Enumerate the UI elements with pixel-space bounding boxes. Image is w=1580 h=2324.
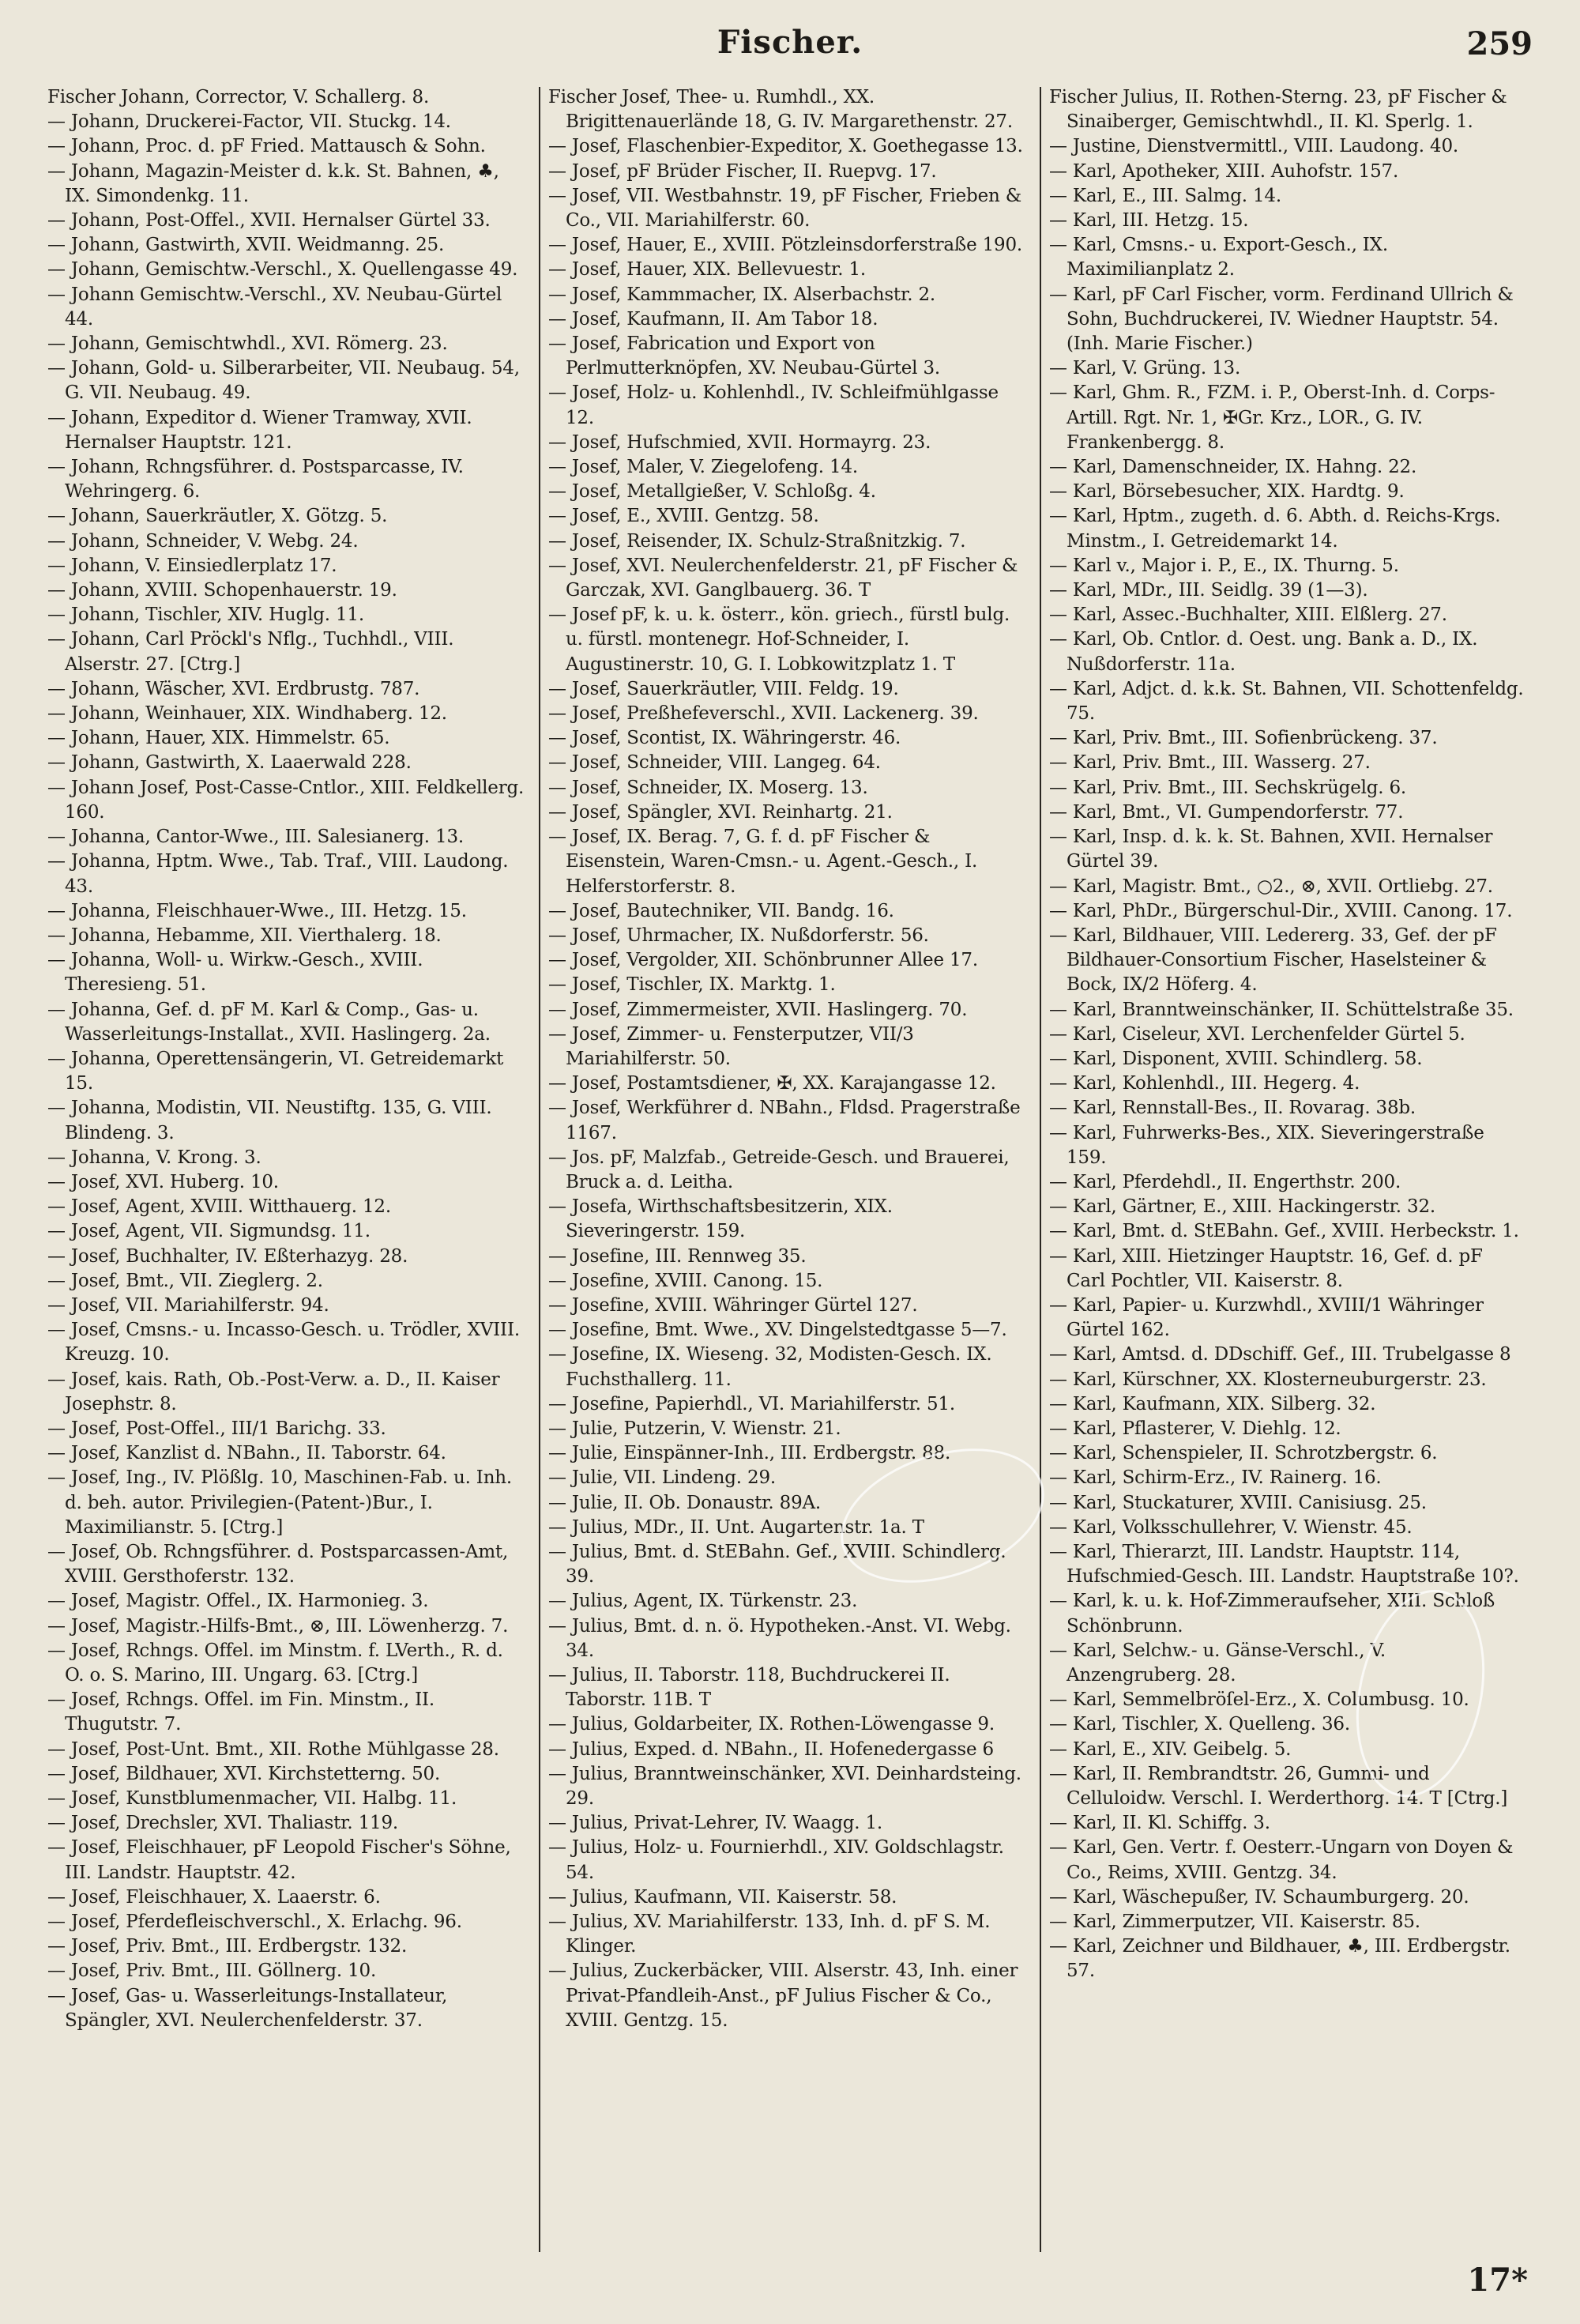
directory-entry: — Karl, PhDr., Bürgerschul-Dir., XVIII. Canong. 17. <box>1049 900 1513 921</box>
directory-entry: — Julius, Agent, IX. Türkenstr. 23. <box>548 1591 858 1612</box>
directory-entry: — Johann, Schneider, V. Webg. 24. <box>47 530 359 552</box>
directory-entry: — Karl, Fuhrwerks-Bes., XIX. Sieveringerstraße 159. <box>1049 1122 1484 1168</box>
directory-entry: — Karl, Stuckaturer, XVIII. Canisiusg. 25. <box>1049 1492 1427 1513</box>
directory-entry: — Johann, Rchngsführer. d. Postsparcasse, IV. Wehringerg. 6. <box>47 457 464 503</box>
directory-entry: — Karl, Adjct. d. k.k. St. Bahnen, VII. Schottenfeldg. 75. <box>1049 678 1524 725</box>
directory-entry: — Josef, Priv. Bmt., III. Göllnerg. 10. <box>47 1961 377 1982</box>
directory-entry: — Josef, Post-Offel., III/1 Barichg. 33. <box>47 1418 386 1439</box>
directory-entry: — Karl, Branntweinschänker, II. Schüttelstraße 35. <box>1049 999 1514 1020</box>
directory-entry: — Johann, Druckerei-Factor, VII. Stuckg. 14. <box>47 111 451 133</box>
page-number: 259 <box>1466 25 1533 62</box>
sheet-signature: 17* <box>1467 2262 1528 2299</box>
directory-entry: — Josefine, III. Rennweg 35. <box>548 1245 807 1267</box>
directory-entry: — Josef, Agent, XVIII. Witthauerg. 12. <box>47 1196 391 1218</box>
directory-entry: Fischer Josef, Thee- u. Rumhdl., XX. Brigittenauerlände 18, G. IV. Margarethenstr. 27. <box>548 87 1013 133</box>
directory-entry: — Karl, Pferdehdl., II. Engerthstr. 200. <box>1049 1171 1401 1192</box>
directory-entry: — Karl, k. u. k. Hof-Zimmeraufseher, XIII. Schloß Schönbrunn. <box>1049 1591 1495 1637</box>
directory-entry: — Josef, Magistr.-Hilfs-Bmt., ⊗, III. Löwenherzg. 7. <box>47 1615 509 1637</box>
directory-entry: — Josef, Zimmer- u. Fensterputzer, VII/3 Mariahilferstr. 50. <box>548 1023 914 1069</box>
directory-entry: — Karl, Ciseleur, XVI. Lerchenfelder Gürtel 5. <box>1049 1023 1465 1045</box>
directory-entry: — Johanna, V. Krong. 3. <box>47 1147 261 1168</box>
column-1 <box>47 85 525 2251</box>
directory-entry: — Johanna, Gef. d. pF M. Karl & Comp., Gas- u. Wasserleitungs-Installat., XVII. Haslingerg. 2a. <box>47 999 491 1045</box>
directory-entry: — Josef, Rchngs. Offel. im Fin. Minstm., II. Thugutstr. 7. <box>47 1689 434 1735</box>
directory-entry: — Josef, Bautechniker, VII. Bandg. 16. <box>548 900 894 921</box>
directory-entry: — Karl, Hptm., zugeth. d. 6. Abth. d. Reichs-Krgs. Minstm., I. Getreidemarkt 14. <box>1049 506 1501 552</box>
directory-entry: — Josef, Vergolder, XII. Schönbrunner Allee 17. <box>548 950 978 971</box>
directory-entry: — Josef, VII. Westbahnstr. 19, pF Fischer, Frieben & Co., VII. Mariahilferstr. 60. <box>548 185 1021 232</box>
directory-entry: — Josef, Fabrication und Export von Perlmutterknöpfen, XV. Neubau-Gürtel 3. <box>548 333 940 379</box>
directory-entry: — Julius, XV. Mariahilferstr. 133, Inh. d. pF S. M. Klinger. <box>548 1912 991 1957</box>
directory-entry: — Josefine, XVIII. Währinger Gürtel 127. <box>548 1294 918 1316</box>
directory-entry: — Josefine, Papierhdl., VI. Mariahilferstr. 51. <box>548 1393 955 1414</box>
directory-entry: — Josef, Sauerkräutler, VIII. Feldg. 19. <box>548 678 899 699</box>
directory-entry: — Josef, Cmsns.- u. Incasso-Gesch. u. Trödler, XVIII. Kreuzg. 10. <box>47 1320 520 1365</box>
directory-entry: — Josef, Scontist, IX. Währingerstr. 46. <box>548 728 901 749</box>
directory-entry: — Karl, Rennstall-Bes., II. Rovarag. 38b. <box>1049 1098 1416 1119</box>
directory-entry: — Josef, Hauer, XIX. Bellevuestr. 1. <box>548 259 866 281</box>
directory-entry: — Josef, IX. Berag. 7, G. f. d. pF Fischer & Eisenstein, Waren-Cmsn.- u. Agent.-Gesch., I. Helferstorferstr. 8. <box>548 827 978 897</box>
directory-entry: — Julius, MDr., II. Unt. Augartenstr. 1a. T <box>548 1516 924 1538</box>
directory-entry: — Josef, pF Brüder Fischer, II. Ruepvg. 17. <box>548 160 937 182</box>
directory-entry: — Josef, Tischler, IX. Marktg. 1. <box>548 974 836 996</box>
directory-entry: — Jos. pF, Malzfab., Getreide-Gesch. und Brauerei, Bruck a. d. Leitha. <box>548 1147 1010 1192</box>
directory-entry: — Johann, Proc. d. pF Fried. Mattausch & Sohn. <box>47 136 486 157</box>
page-title: Fischer. <box>717 24 863 61</box>
directory-entry: — Karl, Zimmerputzer, VII. Kaiserstr. 85. <box>1049 1912 1420 1933</box>
directory-entry: — Josef, XVI. Neulerchenfelderstr. 21, pF Fischer & Garczak, XVI. Ganglbauerg. 36. T <box>548 555 1018 601</box>
directory-entry: — Karl, Magistr. Bmt., ○2., ⊗, XVII. Ortliebg. 27. <box>1049 876 1493 897</box>
directory-entry: — Karl, Ghm. R., FZM. i. P., Oberst-Inh. d. Corps-Artill. Rgt. Nr. 1, ✠Gr. Krz., LOR., G. IV. Frankenbergg. 8. <box>1049 382 1495 453</box>
directory-entry: — Karl, pF Carl Fischer, vorm. Ferdinand Ullrich & Sohn, Buchdruckerei, IV. Wiedner Hauptstr. 54. (Inh. Marie Fischer.) <box>1049 284 1514 355</box>
directory-entry: — Johann, XVIII. Schopenhauerstr. 19. <box>47 580 397 601</box>
directory-entry: — Johann, Gold- u. Silberarbeiter, VII. Neubaug. 54, G. VII. Neubaug. 49. <box>47 358 520 404</box>
directory-entry: — Josef, Flaschenbier-Expeditor, X. Goethegasse 13. <box>548 136 1023 157</box>
directory-entry: — Karl, Apotheker, XIII. Auhofstr. 157. <box>1049 160 1399 182</box>
directory-entry: — Josef, VII. Mariahilferstr. 94. <box>47 1294 329 1316</box>
directory-entry: — Johanna, Cantor-Wwe., III. Salesianerg. 13. <box>47 827 464 848</box>
directory-entry: — Karl, Priv. Bmt., III. Sofienbrückeng. 37. <box>1049 728 1438 749</box>
directory-entry: — Karl, Amtsd. d. DDschiff. Gef., III. Trubelgasse 8 <box>1049 1344 1511 1365</box>
directory-entry: — Karl, Börsebesucher, XIX. Hardtg. 9. <box>1049 481 1405 503</box>
directory-entry: — Karl, Papier- u. Kurzwhdl., XVIII/1 Währinger Gürtel 162. <box>1049 1294 1484 1341</box>
directory-entry: — Johann, Gastwirth, X. Laaerwald 228. <box>47 752 412 774</box>
directory-entry: — Josef, Fleischhauer, pF Leopold Fischer's Söhne, III. Landstr. Hauptstr. 42. <box>47 1837 511 1883</box>
directory-entry: — Karl, Schirm-Erz., IV. Rainerg. 16. <box>1049 1467 1382 1489</box>
directory-entry: — Josef, Schneider, VIII. Langeg. 64. <box>548 752 881 774</box>
directory-entry: — Karl, Disponent, XVIII. Schindlerg. 58. <box>1049 1048 1423 1069</box>
directory-entry: — Josef, Hufschmied, XVII. Hormayrg. 23. <box>548 431 931 453</box>
directory-entry: — Karl, II. Rembrandtstr. 26, Gummi- und Celluloidw. Verschl. I. Werderthorg. 14. T [Ctrg.] <box>1049 1763 1508 1810</box>
page-header <box>0 0 1580 71</box>
directory-entry: — Josef, Hauer, E., XVIII. Pötzleinsdorferstraße 190. <box>548 235 1023 256</box>
directory-entry: — Josef, Fleischhauer, X. Laaerstr. 6. <box>47 1886 381 1908</box>
directory-entry: — Josefine, Bmt. Wwe., XV. Dingelstedtgasse 5—7. <box>548 1320 1007 1341</box>
directory-entry: — Josef, Metallgießer, V. Schloßg. 4. <box>548 481 876 503</box>
directory-entry: — Josef, Werkführer d. NBahn., Fldsd. Pragerstraße 1167. <box>548 1098 1021 1143</box>
directory-entry: — Josefine, XVIII. Canong. 15. <box>548 1270 823 1291</box>
directory-entry: — Karl, III. Hetzg. 15. <box>1049 210 1249 232</box>
directory-entry: — Josef, Uhrmacher, IX. Nußdorferstr. 56. <box>548 925 929 946</box>
directory-entry: — Josef, Holz- u. Kohlenhdl., IV. Schleifmühlgasse 12. <box>548 382 999 428</box>
directory-entry: — Karl, MDr., III. Seidlg. 39 (1—3). <box>1049 580 1368 601</box>
directory-entry: — Johann, Magazin-Meister d. k.k. St. Bahnen, ♣, IX. Simondenkg. 11. <box>47 160 499 206</box>
directory-entry: — Karl, Kürschner, XX. Klosterneuburgerstr. 23. <box>1049 1369 1487 1390</box>
directory-entry: — Karl, Insp. d. k. k. St. Bahnen, XVII. Hernalser Gürtel 39. <box>1049 827 1493 872</box>
directory-entry: — Josefa, Wirthschaftsbesitzerin, XIX. Sieveringerstr. 159. <box>548 1196 893 1242</box>
directory-entry: — Josef, kais. Rath, Ob.-Post-Verw. a. D., II. Kaiser Josephstr. 8. <box>47 1369 500 1414</box>
directory-entry: — Julie, Einspänner-Inh., III. Erdbergstr. 88. <box>548 1443 951 1464</box>
directory-entry: — Karl, Bildhauer, VIII. Ledererg. 33, Gef. der pF Bildhauer-Consortium Fischer, Haselsteiner & Bock, IX/2 Höferg. 4. <box>1049 925 1497 996</box>
directory-entry: — Karl, Assec.-Buchhalter, XIII. Elßlerg. 27. <box>1049 605 1447 626</box>
directory-entry: — Karl, Pflasterer, V. Diehlg. 12. <box>1049 1418 1341 1439</box>
directory-entry: — Karl, E., XIV. Geibelg. 5. <box>1049 1738 1292 1760</box>
directory-entry: Fischer Julius, II. Rothen-Sterng. 23, pF Fischer & Sinaiberger, Gemischtwhdl., II. Kl. Sperlg. 1. <box>1049 87 1507 133</box>
directory-entry: — Julius, Zuckerbäcker, VIII. Alserstr. 43, Inh. einer Privat-Pfandleih-Anst., pF Julius Fischer & Co., XVIII. Gentzg. 15. <box>548 1961 1018 2031</box>
directory-entry: — Josef, Kammmacher, IX. Alserbachstr. 2. <box>548 284 936 305</box>
directory-entry: — Karl, Selchw.- u. Gänse-Verschl., V. Anzengruberg. 28. <box>1049 1640 1386 1686</box>
directory-entry: — Josef, Postamtsdiener, ✠, XX. Karajangasse 12. <box>548 1073 996 1094</box>
directory-entry: — Josef, Kanzlist d. NBahn., II. Taborstr. 64. <box>47 1443 446 1464</box>
directory-entry: — Josef, Reisender, IX. Schulz-Straßnitzkig. 7. <box>548 530 966 552</box>
directory-entry: — Josef, Ob. Rchngsführer. d. Postsparcassen-Amt, XVIII. Gersthoferstr. 132. <box>47 1541 509 1588</box>
directory-entry: — Josef, Bmt., VII. Zieglerg. 2. <box>47 1270 323 1291</box>
directory-entry: — Julius, Exped. d. NBahn., II. Hofenedergasse 6 <box>548 1738 994 1760</box>
directory-entry: — Karl, XIII. Hietzinger Hauptstr. 16, Gef. d. pF Carl Pochtler, VII. Kaiserstr. 8. <box>1049 1245 1483 1291</box>
directory-entry: — Johanna, Woll- u. Wirkw.-Gesch., XVIII. Theresieng. 51. <box>47 950 423 996</box>
directory-entry: — Johann, Post-Offel., XVII. Hernalser Gürtel 33. <box>47 210 491 232</box>
directory-entry: — Johann, Gastwirth, XVII. Weidmanng. 25. <box>47 235 445 256</box>
directory-entry: — Josef, Drechsler, XVI. Thaliastr. 119. <box>47 1813 399 1834</box>
directory-entry: — Josef, Post-Unt. Bmt., XII. Rothe Mühlgasse 28. <box>47 1738 499 1760</box>
directory-entry: — Johann, Hauer, XIX. Himmelstr. 65. <box>47 728 390 749</box>
directory-entry: — Josef pF, k. u. k. österr., kön. griech., fürstl bulg. u. fürstl. montenegr. Hof-Schneider, I. Augustinerstr. 10, G. I. Lobkowitzplatz 1. T <box>548 605 1010 675</box>
directory-entry: — Karl, Wäschepußer, IV. Schaumburgerg. 20. <box>1049 1886 1469 1908</box>
directory-entry: — Johann, Expeditor d. Wiener Tramway, XVII. Hernalser Hauptstr. 121. <box>47 407 472 453</box>
directory-entry: — Julius, Goldarbeiter, IX. Rothen-Löwengasse 9. <box>548 1714 995 1735</box>
directory-entry: — Johann Gemischtw.-Verschl., XV. Neubau-Gürtel 44. <box>47 284 502 330</box>
directory-entry: — Josef, Ing., IV. Plößlg. 10, Maschinen-Fab. u. Inh. d. beh. autor. Privilegien-(Patent-)Bur., I. Maximilianstr. 5. [Ctrg.] <box>47 1467 513 1538</box>
directory-entry: — Johanna, Operettensängerin, VI. Getreidemarkt 15. <box>47 1048 504 1094</box>
directory-entry: — Karl, Thierarzt, III. Landstr. Hauptstr. 114, Hufschmied-Gesch. III. Landstr. Hauptstraße 10?. <box>1049 1541 1519 1588</box>
directory-entry: — Julius, Bmt. d. StEBahn. Gef., XVIII. Schindlerg. 39. <box>548 1541 1006 1588</box>
directory-entry: — Karl, Priv. Bmt., III. Wasserg. 27. <box>1049 752 1371 774</box>
directory-entry: — Julius, Kaufmann, VII. Kaiserstr. 58. <box>548 1886 897 1908</box>
directory-entry: — Karl, Bmt. d. StEBahn. Gef., XVIII. Herbeckstr. 1. <box>1049 1221 1519 1242</box>
directory-entry: — Karl, Kohlenhdl., III. Hegerg. 4. <box>1049 1073 1360 1094</box>
directory-entry: — Josef, Agent, VII. Sigmundsg. 11. <box>47 1221 371 1242</box>
directory-entry: — Justine, Dienstvermittl., VIII. Laudong. 40. <box>1049 136 1458 157</box>
directory-entry: — Josef, Preßhefeverschl., XVII. Lackenerg. 39. <box>548 703 979 725</box>
directory-entry: — Julius, Bmt. d. n. ö. Hypotheken.-Anst. VI. Webg. 34. <box>548 1615 1011 1661</box>
directory-entry: — Julius, Privat-Lehrer, IV. Waagg. 1. <box>548 1813 883 1834</box>
directory-entry: — Johann, Wäscher, XVI. Erdbrustg. 787. <box>47 678 420 699</box>
directory-entry: — Julius, Holz- u. Fournierhdl., XIV. Goldschlagstr. 54. <box>548 1837 1004 1883</box>
directory-entry: — Josef, Magistr. Offel., IX. Harmonieg. 3. <box>47 1591 429 1612</box>
directory-entry: — Karl, Tischler, X. Quelleng. 36. <box>1049 1714 1350 1735</box>
directory-entry: — Johanna, Modistin, VII. Neustiftg. 135, G. VIII. Blindeng. 3. <box>47 1098 492 1143</box>
directory-entry: — Julius, II. Taborstr. 118, Buchdruckerei II. Taborstr. 11B. T <box>548 1665 950 1711</box>
directory-entry: — Josef, Gas- u. Wasserleitungs-Installateur, Spängler, XVI. Neulerchenfelderstr. 37. <box>47 1985 448 2031</box>
directory-entry: — Karl, Semmelbröſel-Erz., X. Columbusg. 10. <box>1049 1689 1469 1711</box>
directory-entry: — Karl, Gärtner, E., XIII. Hackingerstr. 32. <box>1049 1196 1435 1218</box>
directory-entry: — Josef, Buchhalter, IV. Eßterhazyg. 28. <box>47 1245 408 1267</box>
directory-entry: — Johann, Sauerkräutler, X. Götzg. 5. <box>47 506 388 527</box>
directory-entry: — Johann Josef, Post-Casse-Cntlor., XIII. Feldkellerg. 160. <box>47 777 525 823</box>
directory-entry: — Johanna, Hebamme, XII. Vierthalerg. 18. <box>47 925 442 946</box>
directory-entry: — Karl, Ob. Cntlor. d. Oest. ung. Bank a. D., IX. Nußdorferstr. 11a. <box>1049 629 1478 675</box>
directory-entry: — Julie, Putzerin, V. Wienstr. 21. <box>548 1418 841 1439</box>
directory-entry: — Karl, Schenspieler, II. Schrotzbergstr. 6. <box>1049 1443 1438 1464</box>
directory-entry: — Johann, V. Einsiedlerplatz 17. <box>47 555 337 576</box>
directory-entry: — Josef, Kunstblumenmacher, VII. Halbg. 11. <box>47 1788 457 1810</box>
directory-entry: — Johanna, Fleischhauer-Wwe., III. Hetzg. 15. <box>47 900 467 921</box>
directory-entry: Fischer Johann, Corrector, V. Schallerg. 8. <box>47 87 430 107</box>
directory-entry: — Johanna, Hptm. Wwe., Tab. Traf., VIII. Laudong. 43. <box>47 851 509 897</box>
directory-entry: — Josef, Priv. Bmt., III. Erdbergstr. 132. <box>47 1936 408 1957</box>
directory-entry: — Karl, Zeichner und Bildhauer, ♣, III. Erdbergstr. 57. <box>1049 1936 1510 1982</box>
directory-entry: — Josef, Rchngs. Offel. im Minstm. f. LVerth., R. d. O. o. S. Marino, III. Ungarg. 63. [Ctrg.] <box>47 1640 503 1686</box>
directory-entry: — Josef, XVI. Huberg. 10. <box>47 1171 279 1192</box>
directory-entry: — Karl, Bmt., VI. Gumpendorferstr. 77. <box>1049 801 1404 823</box>
directory-entry: — Julie, II. Ob. Donaustr. 89A. <box>548 1492 822 1513</box>
directory-entry: — Josef, Bildhauer, XVI. Kirchstetterng. 50. <box>47 1763 441 1784</box>
directory-entry: — Josefine, IX. Wieseng. 32, Modisten-Gesch. IX. Fuchsthallerg. 11. <box>548 1344 992 1390</box>
directory-entry: — Karl v., Major i. P., E., IX. Thurng. 5. <box>1049 555 1399 576</box>
column-divider <box>539 87 540 2252</box>
directory-entry: — Josef, Pferdefleischverschl., X. Erlachg. 96. <box>47 1912 462 1933</box>
directory-entry: — Karl, Cmsns.- u. Export-Gesch., IX. Maximilianplatz 2. <box>1049 235 1388 281</box>
directory-entry: — Karl, II. Kl. Schiffg. 3. <box>1049 1813 1270 1834</box>
column-3 <box>1049 85 1526 2251</box>
directory-entry: — Karl, Damenschneider, IX. Hahng. 22. <box>1049 457 1417 478</box>
directory-entry: — Josef, Zimmermeister, XVII. Haslingerg. 70. <box>548 999 968 1020</box>
directory-entry: — Karl, Gen. Vertr. f. Oesterr.-Ungarn von Doyen & Co., Reims, XVIII. Gentzg. 34. <box>1049 1837 1514 1883</box>
directory-entry: — Julie, VII. Lindeng. 29. <box>548 1467 777 1489</box>
column-divider <box>1040 87 1041 2252</box>
directory-entry: — Johann, Gemischtwhdl., XVI. Römerg. 23. <box>47 333 448 355</box>
directory-entry: — Johann, Tischler, XIV. Huglg. 11. <box>47 605 364 626</box>
directory-entry: — Karl, V. Grüng. 13. <box>1049 358 1241 379</box>
directory-entry: — Johann, Weinhauer, XIX. Windhaberg. 12. <box>47 703 447 725</box>
directory-entry: — Julius, Branntweinschänker, XVI. Deinhardsteing. 29. <box>548 1763 1021 1810</box>
directory-entry: — Karl, Priv. Bmt., III. Sechskrügelg. 6. <box>1049 777 1407 798</box>
directory-entry: — Josef, Spängler, XVI. Reinhartg. 21. <box>548 801 893 823</box>
directory-entry: — Karl, Volksschullehrer, V. Wienstr. 45. <box>1049 1516 1413 1538</box>
directory-entry: — Josef, Kaufmann, II. Am Tabor 18. <box>548 308 878 330</box>
directory-entry: — Johann, Gemischtw.-Verschl., X. Quellengasse 49. <box>47 259 518 281</box>
directory-entry: — Josef, Maler, V. Ziegelofeng. 14. <box>548 457 858 478</box>
directory-entry: — Johann, Carl Pröckl's Nflg., Tuchhdl., VIII. Alserstr. 27. [Ctrg.] <box>47 629 454 675</box>
column-2 <box>548 85 1025 2251</box>
directory-entry: — Karl, E., III. Salmg. 14. <box>1049 185 1281 206</box>
directory-entry: — Karl, Kaufmann, XIX. Silberg. 32. <box>1049 1393 1376 1414</box>
directory-entry: — Josef, E., XVIII. Gentzg. 58. <box>548 506 819 527</box>
directory-entry: — Josef, Schneider, IX. Moserg. 13. <box>548 777 868 798</box>
